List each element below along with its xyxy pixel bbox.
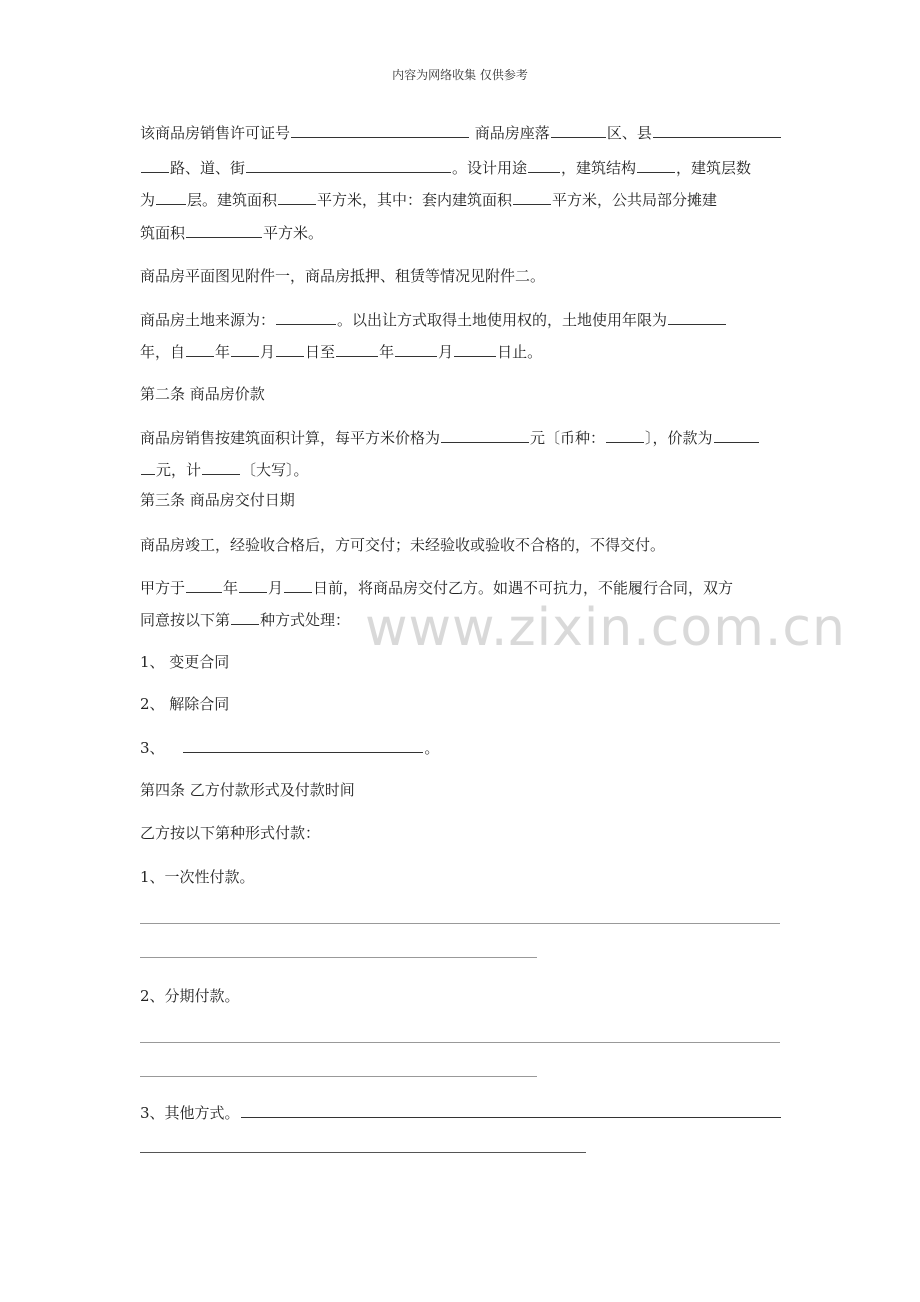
text: 商品房销售按建筑面积计算，每平方米价格为 [140, 429, 441, 447]
text: 月 [260, 343, 276, 361]
blank-method-no[interactable] [231, 609, 259, 625]
watermark: www.zixin.com.cn [365, 598, 846, 658]
blank-line[interactable] [140, 957, 537, 958]
text: 月 [268, 579, 284, 597]
text: 路、道、街 [170, 159, 246, 177]
text: 年 [379, 343, 395, 361]
blank-land-term[interactable] [668, 309, 726, 325]
text: 平方米，其中：套内建筑面积 [317, 191, 513, 209]
para1-line3 [140, 189, 717, 210]
text: 同意按以下第 [140, 611, 231, 629]
para1-line2 [140, 157, 751, 178]
article3-title: 第三条 商品房交付日期 [140, 491, 295, 509]
blank-line[interactable] [140, 1076, 537, 1077]
text: 层。建筑面积 [187, 191, 278, 209]
blank-start-day[interactable] [276, 341, 304, 357]
text: 为 [140, 191, 156, 209]
blank-road[interactable] [141, 157, 169, 173]
text: 〕，价款为 [645, 429, 713, 447]
blank-start-month[interactable] [231, 341, 259, 357]
para3-line1 [140, 309, 727, 330]
text: 区、县 [606, 124, 652, 142]
blank-structure[interactable] [637, 157, 675, 173]
blank-county[interactable] [653, 122, 781, 138]
blank-inner-area[interactable] [513, 189, 551, 205]
blank-license-no[interactable] [291, 122, 469, 138]
text: 月 [438, 343, 454, 361]
blank-location[interactable] [551, 122, 606, 138]
blank-area[interactable] [278, 189, 316, 205]
delivery-line1 [140, 577, 733, 598]
blank-delivery-day[interactable] [284, 577, 312, 593]
text: 。 [424, 739, 440, 757]
blank-usage[interactable] [528, 157, 560, 173]
option-2: 2、 解除合同 [140, 695, 230, 713]
price-line1 [140, 427, 760, 448]
text: 筑面积 [140, 224, 186, 242]
text: 元，计 [156, 461, 202, 479]
blank-line[interactable] [140, 1042, 780, 1043]
delivery-line2 [140, 609, 350, 630]
blank-total-price-cont[interactable] [141, 459, 155, 475]
blank-floors[interactable] [156, 189, 186, 205]
article2-title: 第二条 商品房价款 [140, 385, 265, 403]
blank-delivery-month[interactable] [239, 577, 267, 593]
blank-unit-price[interactable] [441, 427, 529, 443]
text: 日止。 [497, 343, 543, 361]
para3-line2 [140, 341, 542, 362]
blank-other-payment[interactable] [241, 1102, 781, 1118]
page-header: 内容为网络收集 仅供参考 [392, 68, 528, 82]
blank-street[interactable] [246, 157, 451, 173]
payment-option-3 [140, 1102, 782, 1123]
blank-line[interactable] [140, 923, 780, 924]
option-1: 1、 变更合同 [140, 653, 230, 671]
blank-shared-area[interactable] [186, 222, 262, 238]
article4-title: 第四条 乙方付款形式及付款时间 [140, 781, 355, 799]
text: 商品房座落 [474, 124, 550, 142]
text: 年 [215, 343, 231, 361]
delivery-para1: 商品房竣工，经验收合格后，方可交付；未经验收或验收不合格的，不得交付。 [140, 536, 666, 554]
text: ，建筑结构 [561, 159, 637, 177]
text: 。以出让方式取得土地使用权的，土地使用年限为 [337, 311, 668, 329]
text: 种方式处理： [260, 611, 351, 629]
text: 日至 [305, 343, 336, 361]
price-line2 [140, 459, 309, 480]
blank-other-method[interactable] [183, 737, 423, 753]
para2: 商品房平面图见附件一，商品房抵押、租赁等情况见附件二。 [140, 267, 546, 285]
para1-line1 [140, 122, 782, 143]
option-3 [140, 737, 439, 758]
payment-option-1: 1、一次性付款。 [140, 868, 255, 886]
payment-intro: 乙方按以下第种形式付款： [140, 824, 321, 842]
text: 商品房土地来源为： [140, 311, 276, 329]
text: 3、其他方式。 [140, 1104, 240, 1122]
blank-start-year[interactable] [186, 341, 214, 357]
blank-currency[interactable] [606, 427, 644, 443]
blank-line[interactable] [140, 1152, 586, 1153]
text: 该商品房销售许可证号 [140, 124, 291, 142]
text: 平方米，公共局部分摊建 [552, 191, 718, 209]
blank-end-day[interactable] [454, 341, 496, 357]
blank-total-price[interactable] [714, 427, 759, 443]
blank-delivery-year[interactable] [186, 577, 222, 593]
text: ，建筑层数 [676, 159, 752, 177]
para1-line4 [140, 222, 323, 243]
text: 元〔币种： [530, 429, 606, 447]
blank-land-source[interactable] [276, 309, 336, 325]
text: 〔大写〕。 [241, 461, 309, 479]
text: 3、 [140, 739, 165, 757]
blank-end-year[interactable] [336, 341, 378, 357]
text: 甲方于 [140, 579, 186, 597]
blank-amount-words[interactable] [202, 459, 240, 475]
blank-end-month[interactable] [395, 341, 437, 357]
text: 年，自 [140, 343, 186, 361]
payment-option-2: 2、分期付款。 [140, 987, 240, 1005]
text: 日前，将商品房交付乙方。如遇不可抗力，不能履行合同，双方 [313, 579, 734, 597]
text: 平方米。 [263, 224, 324, 242]
text: 。设计用途 [452, 159, 528, 177]
text: 年 [223, 579, 239, 597]
